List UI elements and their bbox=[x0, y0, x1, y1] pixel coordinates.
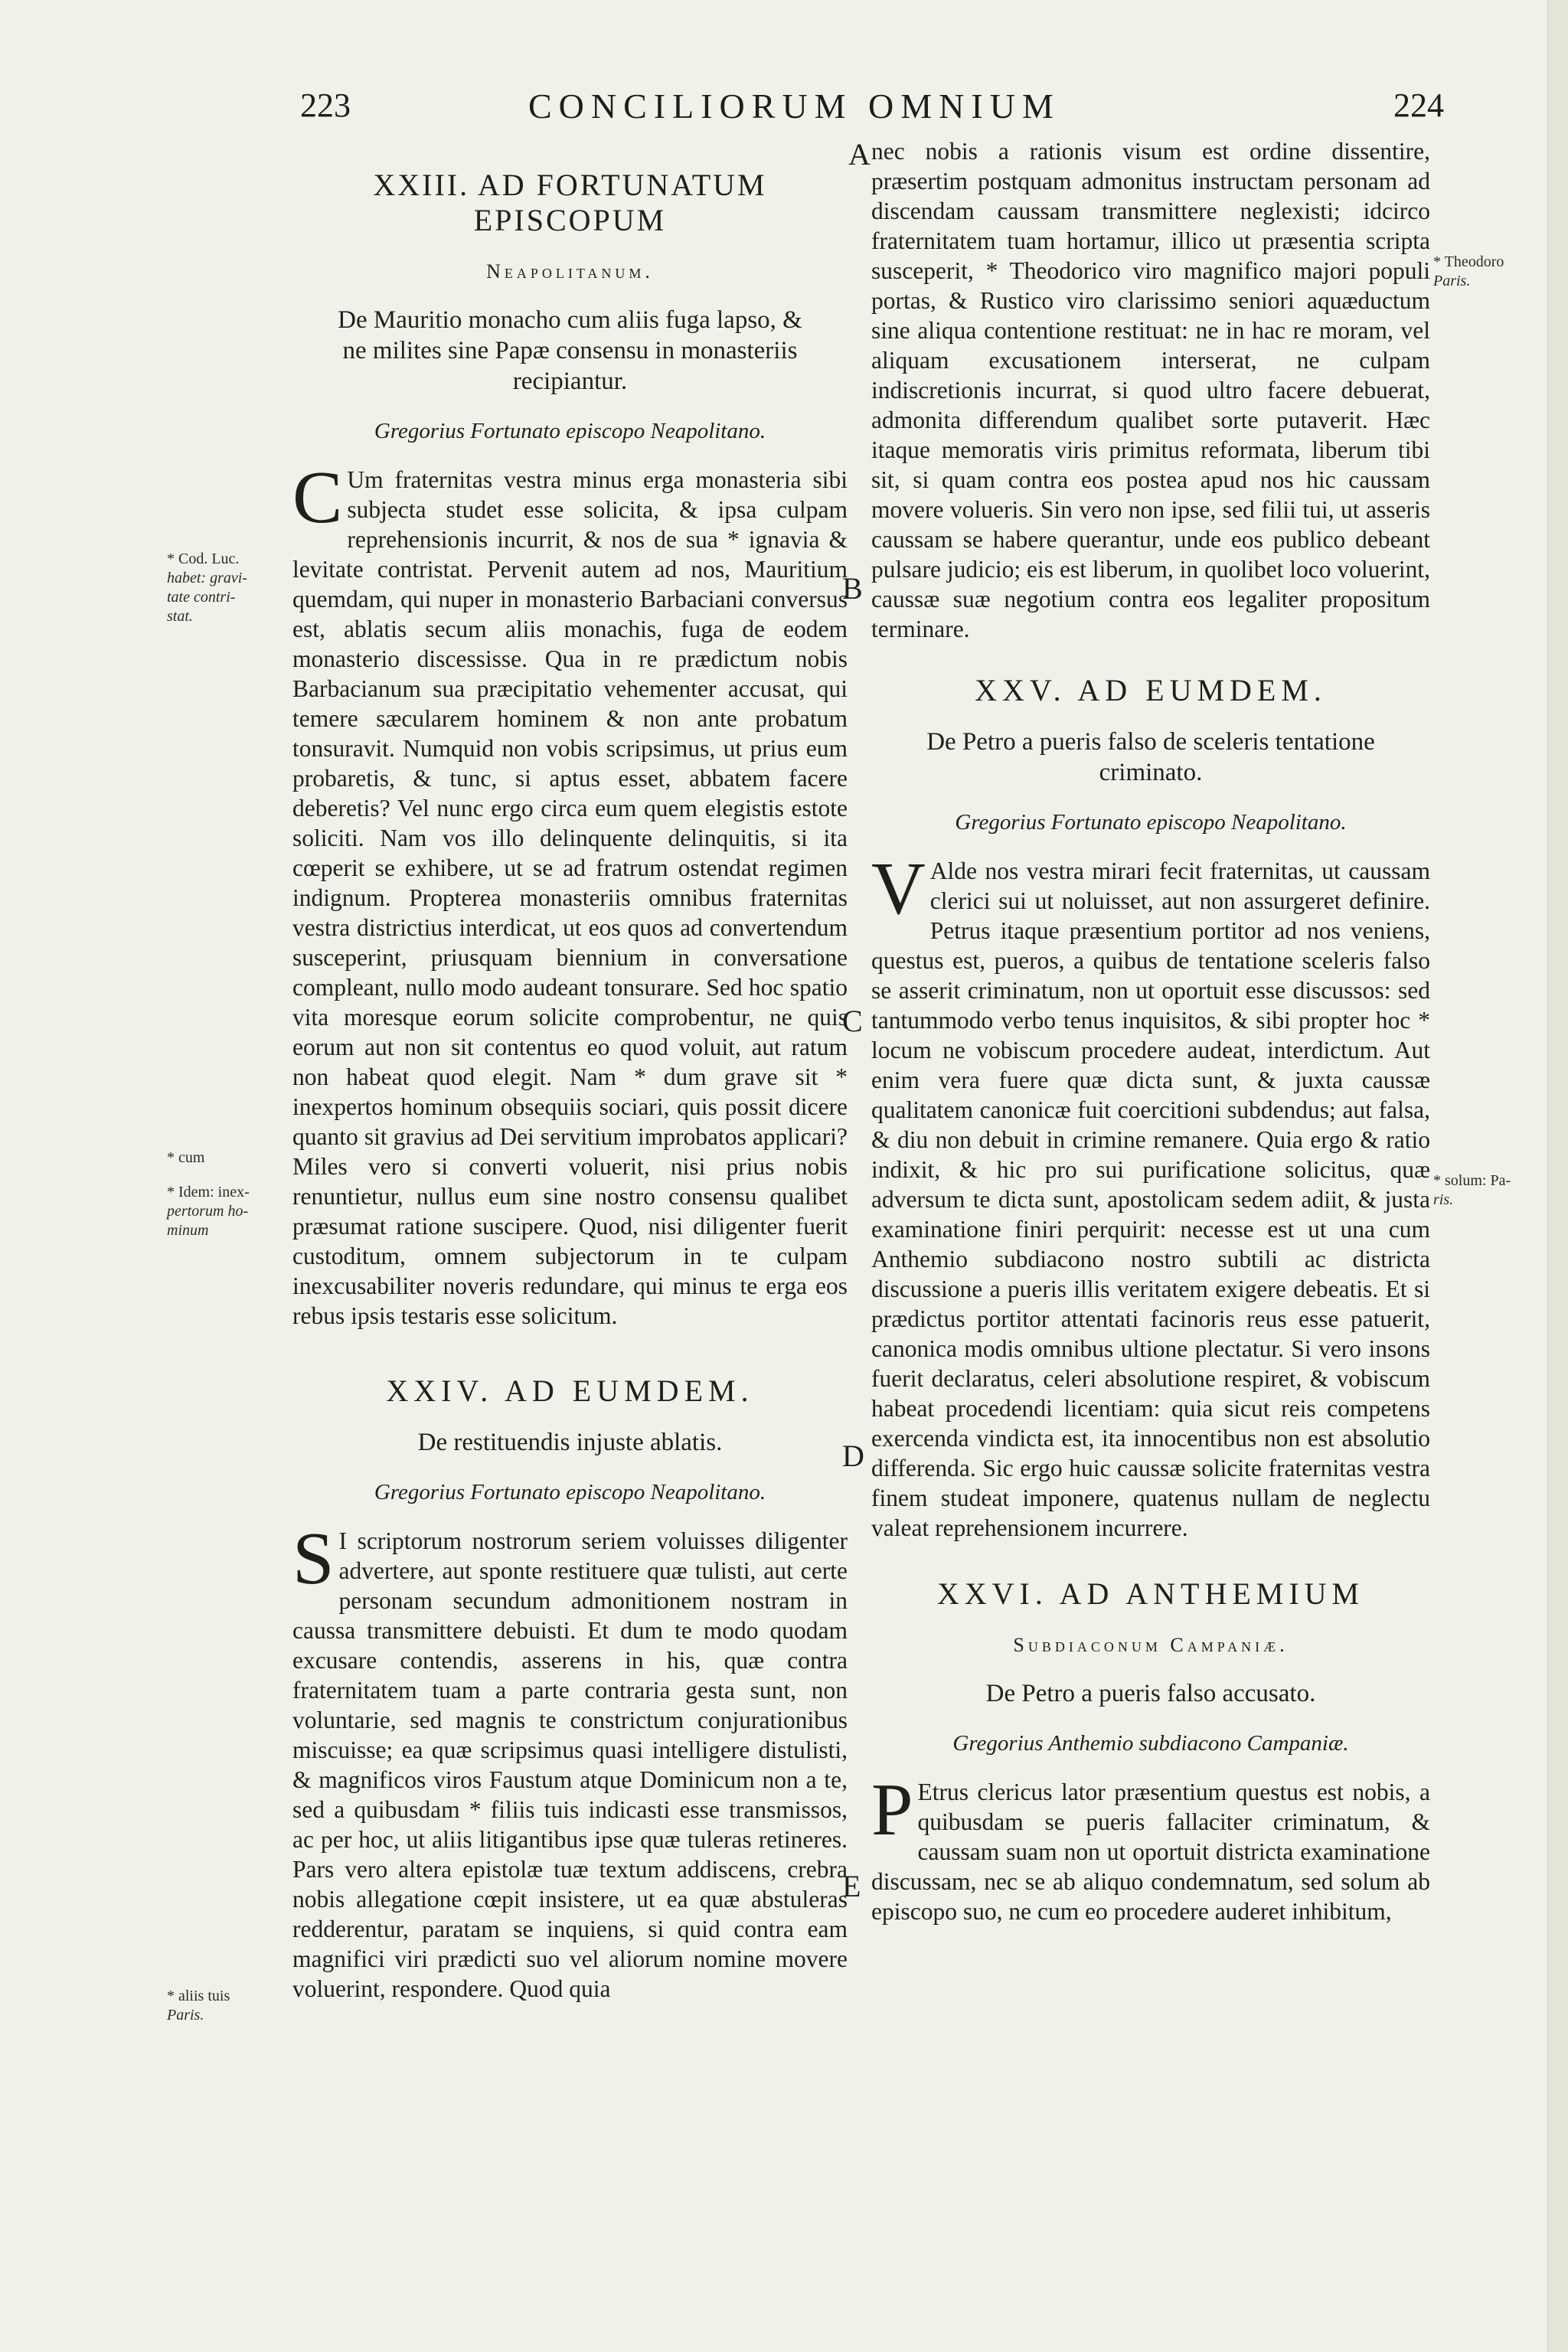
chapter-23-body: C Um fraternitas vestra minus erga monasteria sibi subjecta studet esse solicita, & ipsa culpam reprehensionis incurrit, & nos de sua * ignavia & levitate contristat. Pervenit autem ad nos, Mauritium quemdam, qui nuper in monasterio Barbaciani conversus est, ablatis secum aliis monachis, fuga de eodem monasterio discessisse. Qua in re prædictum nobis Barbacianum sua præcipitatio vehementer accusat, qui temere sæcularem hominem & non ante probatum tonsuravit. Numquid non vobis scripsimus, ut prius eum probaretis, & tunc, si aptus esset, abbatem facere deberetis? Vel nunc ergo circa eum quem elegistis estote soliciti. Nam vos illo delinquente delinquitis, si ita cœperit se exhibere, ut se ad fratrum ostendat regimen indignum. Propterea monasteriis omnibus fraternitas vestra districtius interdicat, ut eos quos ad convertendum susceperint, priusquam biennium in conversatione compleant, nullo modo audeant tonsurare. Sed hoc spatio vita moresque eorum solicite comprobentur, ne quis eorum aut non sit contentus eo quod voluit, aut ratum non habeat quod elegit. Nam * dum grave sit * inexpertos hominum obsequiis sociari, quis possit dicere quanto sit gravius ad Dei servitium improbatos applicari? Miles vero si converti voluerit, nisi prius nobis renuntietur, nullus eum sine nostro consensu qualibet præsumat ratione suscipere. Quod, nisi diligenter fuerit custoditum, omnem subjectorum in te culpam inexcusabiliter noveris redundare, qui minus te erga eos rebus ipsis testaris esse solicitum. bbox=[292, 456, 848, 1329]
chapter-24-summary: De restituendis injuste ablatis. bbox=[417, 1429, 723, 1456]
chapter-25-salutation: Gregorius Fortunato episcopo Neapolitano. bbox=[955, 810, 1347, 835]
page-gutter bbox=[1547, 0, 1568, 2352]
chapter-23-subtitle: Neapolitanum. bbox=[486, 260, 654, 283]
section-letter-b: B bbox=[842, 571, 863, 606]
drop-cap: C bbox=[292, 456, 343, 539]
chapter-24-title: XXIV. AD EUMDEM. bbox=[386, 1374, 754, 1408]
section-letter-c: C bbox=[842, 1004, 863, 1038]
chapter-26-body: P Etrus clericus lator præsentium questus est nobis, a quibusdam se pueris fallaciter criminatum, & caussam suam non ut oportuit districta examinatione discussam, nec se ab aliquo condemnatum, sed solum ab episcopo suo, ne cum eo procedere auderet inhibitum, bbox=[871, 1769, 1430, 1925]
chapter-26-subtitle: Subdiaconum Campaniæ. bbox=[1013, 1634, 1289, 1656]
section-letter-e: E bbox=[842, 1869, 861, 1903]
section-letter-a: A bbox=[848, 137, 871, 172]
margin-note-theodoro: * Theodoro Paris. bbox=[1433, 253, 1504, 289]
chapter-25-title: XXV. AD EUMDEM. bbox=[975, 673, 1327, 707]
left-page-number: 223 bbox=[300, 87, 351, 124]
drop-cap: S bbox=[292, 1517, 335, 1600]
drop-cap: V bbox=[871, 848, 926, 930]
chapter-25-body: V Alde nos vestra mirari fecit fraternitas, ut caussam clerici sui ut noluisset, aut non assurgeret definire. Petrus itaque præsentium portitor ad nos veniens, questus est, pueros, a quibus de tentatione sceleris falso se asserit criminatum, non ut oportuit esse discussos: sed tantummodo verbo tenus inquisitos, & sibi propter hoc * locum ne vobiscum procedere audeat, interdictum. Aut enim vera fuere quæ dicta sunt, & juxta caussæ qualitatem canonicæ fuit coercitioni subdendus; aut falsa, & diu non debuit in crimine remanere. Quia ergo & ratio indixit, & hic pro sui purificatione solicitus, quæ adversum te dicta sunt, apostolicam sedem adiit, & justa examinatione finiri perquirit: necesse est ut una cum Anthemio subdiacono nostro subtili ac districta discussione a pueris illis veritatem exigere debeatis. Et si prædictus portitor attentati facinoris reus esse patuerit, canonica modis omnibus ultione plectatur. Si vero insons fuerit declaratus, celeri absolutione respiret, & vobiscum habeat procedendi licentiam: quia sicut reis competens exercenda vindicta est, ita innocentibus non est absolutio differenda. Sic ergo huic caussæ solicite fraternitas vestra finem studeat imponere, quatenus nullam de neglectu valeat reprehensionem incurrere. bbox=[871, 848, 1430, 1541]
chapter-23-salutation: Gregorius Fortunato episcopo Neapolitano. bbox=[374, 419, 766, 443]
section-letter-d: D bbox=[842, 1439, 864, 1473]
margin-note-solum: * solum: Pa- ris. bbox=[1433, 1172, 1511, 1208]
margin-note-aliis-tuis: * aliis tuis Paris. bbox=[167, 1988, 230, 2024]
chapter-23-title: XXIII. AD FORTUNATUM EPISCOPUM bbox=[373, 168, 767, 237]
chapter-26-title: XXVI. AD ANTHEMIUM bbox=[936, 1576, 1365, 1611]
chapter-24-salutation: Gregorius Fortunato episcopo Neapolitano. bbox=[374, 1480, 766, 1504]
chapter-26-salutation: Gregorius Anthemio subdiacono Campaniæ. bbox=[952, 1731, 1349, 1756]
margin-note-cod-luc: * Cod. Luc. habet: gravi- tate contri- stat. bbox=[167, 550, 247, 625]
chapter-24-continuation: nec nobis a rationis visum est ordine dissentire, præsertim postquam admonitus instructam personam ad discendam caussam transmittere neglexisti; idcirco fraternitatem tuam hortamur, illico ut præsentia scripta susceperit, * Theodorico viro magnifico majori populi portas, & Rustico viro clarissimo seniori aquæductum sine aliqua contentione restituat: ne in hac re moram, vel aliquam excusationem interserat, ne culpam indiscretionis incurrat, si quod ultro facere debuerat, admonita differendum qualibet sorte putaverit. Hæc itaque memoratis viris primitus reformata, liberum tibi sit, si quam contra eos postea apud nos hic caussam movere volueris. Sin vero non ipse, sed filii tui, ut asseris caussam se habere querantur, unde eos publico debeant pulsare judicio; eis est liberum, in quolibet loco voluerint, caussæ suæ negotium contra eos legaliter propositum terminare. bbox=[871, 138, 1430, 642]
margin-note-idem: * Idem: inex- pertorum ho- minum bbox=[167, 1184, 250, 1239]
chapter-23-summary: De Mauritio monacho cum aliis fuga lapso, & ne milites sine Papæ consensu in monasteriis recipiantur. bbox=[338, 306, 802, 395]
margin-note-cum: * cum bbox=[167, 1149, 205, 1166]
right-page-number: 224 bbox=[1393, 87, 1444, 124]
chapter-26-summary: De Petro a pueris falso accusato. bbox=[985, 1680, 1316, 1707]
running-head: CONCILIORUM OMNIUM bbox=[528, 87, 1060, 126]
chapter-25-summary: De Petro a pueris falso de sceleris tentatione criminato. bbox=[926, 728, 1375, 786]
right-column bbox=[871, 136, 1430, 1926]
left-column bbox=[292, 157, 848, 2004]
drop-cap: P bbox=[871, 1769, 913, 1851]
chapter-24-body: S I scriptorum nostrorum seriem voluisses diligenter advertere, aut sponte restituere quæ tulisti, aut certe personam secundum admonitionem nostram in caussa transmittere debuisti. Et dum te modo quodam excusare contendis, asserens in his, quæ contra fraternitatem tuam a parte contraria gesta sunt, non voluntarie, sed magnis te constrictum conjurationibus miscuisse; ea quæ scripsimus quasi intelligere distulisti, & magnificos viros Faustum atque Dominicum non a te, sed a quibusdam * filiis tuis indicasti esse transmissos, ac per hoc, ut aliis litigantibus ipse quæ tuleras retineres. Pars vero altera epistolæ tuæ textum addiscens, crebra nobis allegatione cœpit insistere, ut ea quæ abstuleras redderentur, paratam se inquiens, si quid contra eam magnifici viri prædicti suo vel aliorum nomine movere voluerint, respondere. Quod quia bbox=[292, 1517, 848, 2002]
